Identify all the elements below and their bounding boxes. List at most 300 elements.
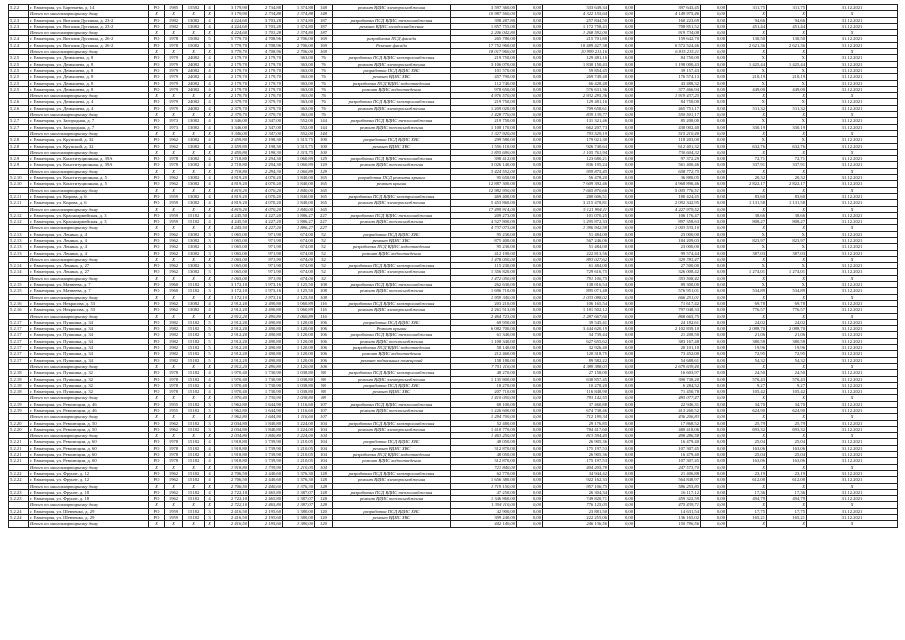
cell-ownership: РО — [149, 250, 165, 256]
cell-value-6: 0,00 — [701, 42, 727, 48]
cell-value-1: 1 346 860,00 — [451, 496, 517, 502]
cell-value-3: 638 857,45 — [543, 376, 609, 382]
cell-ownership: РО — [149, 370, 165, 376]
cell-value-2: 0,00 — [517, 23, 543, 29]
cell-date: 31.12.2021 — [807, 376, 898, 382]
cell-ownership: РО — [149, 42, 165, 48]
cell-living-area: 2 490,80 — [249, 332, 283, 338]
cell-nonres-area: 1 840,00 — [283, 175, 315, 181]
cell-residents: 106 — [315, 351, 333, 357]
cell-nonres-area: 1 374,88 — [283, 11, 315, 17]
cell-ownership: РО — [149, 269, 165, 275]
cell-total-area: 2 718,80 — [215, 162, 249, 168]
cell-value-5: 160 223,69 — [635, 17, 701, 23]
cell-nonres-area: 1 840,00 — [283, 200, 315, 206]
cell-ownership: X — [149, 187, 165, 193]
cell-value-7: X — [727, 414, 767, 420]
cell-value-5: 329 783,47 — [635, 256, 701, 262]
cell-floors: X — [205, 275, 215, 281]
cell-living-area: 3 703,28 — [249, 17, 283, 23]
cell-address: г. Евпатория, ул. Виталия Дуплина, д. 23-2 — [29, 23, 149, 29]
cell-value-7: 34,70 — [727, 401, 767, 407]
cell-value-1: 1 410 050,00 — [451, 395, 517, 401]
cell-value-6: 0,00 — [701, 269, 727, 275]
cell-value-7: 9,27 — [727, 382, 767, 388]
cell-value-1: 47 250,00 — [451, 489, 517, 495]
cell-number: 5.2.5 — [9, 55, 29, 61]
cell-value-4: 0,00 — [609, 74, 635, 80]
cell-residents: 76 — [315, 105, 333, 111]
cell-nonres-area: 1 380,00 — [283, 515, 315, 521]
cell-value-3: 61 484,00 — [543, 263, 609, 269]
cell-floors: 5 — [205, 351, 215, 357]
cell-value-1: 265 780,00 — [451, 36, 517, 42]
cell-total-area: 4 819,20 — [215, 193, 249, 199]
cell-code: X — [183, 256, 205, 262]
cell-value-4: 0,00 — [609, 269, 635, 275]
cell-value-3: 793 142,55 — [543, 395, 609, 401]
cell-value-1: 209 273,00 — [451, 212, 517, 218]
cell-residents: 120 — [315, 521, 333, 527]
cell-value-5: 1 919 437,25 — [635, 93, 701, 99]
cell-nonres-area: 1 120,00 — [283, 319, 315, 325]
cell-value-6: 0,00 — [701, 200, 727, 206]
cell-date: 31.12.2021 — [807, 357, 898, 363]
cell-value-7: 1 274,01 — [727, 269, 767, 275]
cell-ownership: РО — [149, 67, 165, 73]
cell-code: 24082 — [183, 67, 205, 73]
cell-value-1: 69 950,00 — [451, 319, 517, 325]
cell-value-6: 0,00 — [701, 149, 727, 155]
cell-ownership: РО — [149, 408, 165, 414]
cell-value-3: 791 100,75 — [543, 275, 609, 281]
cell-floors: 4 — [205, 118, 215, 124]
cell-value-1: 1 356 820,00 — [451, 269, 517, 275]
cell-address: Итого по многоквартирному дому — [29, 395, 149, 401]
cell-value-4: 0,00 — [609, 263, 635, 269]
cell-value-3: 1 830 150,43 — [543, 61, 609, 67]
cell-residents: 144 — [315, 124, 333, 130]
cell-value-3: 784 417,60 — [543, 426, 609, 432]
cell-date: 31.12.2021 — [807, 250, 898, 256]
cell-value-8: X — [767, 521, 807, 527]
cell-value-8: 2 822,17 — [767, 181, 807, 187]
cell-value-2: 0,00 — [517, 74, 543, 80]
cell-value-8: 387,03 — [767, 250, 807, 256]
cell-nonres-area: 674,00 — [283, 275, 315, 281]
cell-address: Итого по многоквартирному дому — [29, 464, 149, 470]
cell-residents: 52 — [315, 269, 333, 275]
cell-value-6: 0,00 — [701, 496, 727, 502]
cell-value-1: 1 294 700,00 — [451, 414, 517, 420]
cell-value-5: 150 796,56 — [635, 521, 701, 527]
cell-value-2: 0,00 — [517, 156, 543, 162]
cell-value-4: 0,00 — [609, 458, 635, 464]
cell-code: 15182 — [183, 370, 205, 376]
cell-total-area: 2 706,50 — [215, 470, 249, 476]
cell-total-area: 2 034,80 — [215, 433, 249, 439]
cell-floors: 4 — [205, 61, 215, 67]
cell-total-area: 1 065,00 — [215, 263, 249, 269]
cell-date: 31.12.2021 — [807, 282, 898, 288]
cell-value-6: 0,00 — [701, 118, 727, 124]
cell-floors: X — [205, 49, 215, 55]
cell-value-3: 895 071,48 — [543, 288, 609, 294]
cell-value-2: 0,00 — [517, 193, 543, 199]
cell-value-4: 0,00 — [609, 452, 635, 458]
cell-value-5: 564 848,97 — [635, 477, 701, 483]
cell-value-7: 23,19 — [727, 470, 767, 476]
cell-date: X — [807, 395, 898, 401]
cell-nonres-area: 674,00 — [283, 256, 315, 262]
cell-value-5: 106 176,47 — [635, 212, 701, 218]
cell-work-type: разработка ПСД ВДИС ХВС — [333, 382, 451, 388]
cell-value-2: 0,00 — [517, 452, 543, 458]
cell-work-type: ремонт ВДИС водоотведения — [333, 86, 451, 92]
cell-date: 31.12.2021 — [807, 332, 898, 338]
cell-value-5: 136 165,02 — [635, 515, 701, 521]
cell-value-7: X — [727, 99, 767, 105]
cell-residents: 88 — [315, 376, 333, 382]
cell-total-area: 2 706,50 — [215, 477, 249, 483]
cell-number: 5.2.6 — [9, 105, 29, 111]
cell-number: 5.2.18 — [9, 370, 29, 376]
cell-value-3: 3 215 478,81 — [543, 200, 609, 206]
cell-value-1: 1 556 110,00 — [451, 143, 517, 149]
cell-living-area: 2 734,88 — [249, 11, 283, 17]
cell-value-2: 0,00 — [517, 143, 543, 149]
cell-total-area: 2 706,50 — [215, 483, 249, 489]
cell-value-6: 0,00 — [701, 275, 727, 281]
cell-residents: 165 — [315, 193, 333, 199]
cell-value-5: 576 951,01 — [635, 288, 701, 294]
cell-code: 24082 — [183, 86, 205, 92]
cell-value-5: 24 182,61 — [635, 319, 701, 325]
cell-number: 5.2.21 — [9, 439, 29, 445]
cell-floors: 4 — [205, 193, 215, 199]
cell-ownership: РО — [149, 124, 165, 130]
cell-value-1: 219 750,00 — [451, 55, 517, 61]
cell-code: 15182 — [183, 496, 205, 502]
cell-number: 5.2.4 — [9, 42, 29, 48]
cell-value-3: 5 121 994,11 — [543, 206, 609, 212]
cell-work-type: разработка ПСД ремонта крыши — [333, 175, 451, 181]
cell-date: 31.12.2021 — [807, 200, 898, 206]
cell-value-5: 6 284,52 — [635, 382, 701, 388]
cell-value-6: 0,00 — [701, 307, 727, 313]
cell-address: г. Евпатория, ул. Революции, д. 46 — [29, 401, 149, 407]
cell-value-6: 0,00 — [701, 187, 727, 193]
cell-living-area: 2 490,80 — [249, 338, 283, 344]
cell-value-8: 24,50 — [767, 370, 807, 376]
cell-date: X — [807, 168, 898, 174]
cell-value-2: 0,00 — [517, 181, 543, 187]
cell-living-area: 1 739,90 — [249, 458, 283, 464]
cell-value-1: 1 410 770,00 — [451, 426, 517, 432]
cell-total-area: 2 416,50 — [215, 515, 249, 521]
cell-code: 15182 — [183, 282, 205, 288]
cell-ownership: X — [149, 502, 165, 508]
cell-ownership: РО — [149, 489, 165, 495]
cell-code: 13082 — [183, 156, 205, 162]
cell-value-7: 534,89 — [727, 288, 767, 294]
cell-value-1: 158 180,00 — [451, 357, 517, 363]
cell-total-area: 2 912,20 — [215, 326, 249, 332]
cell-floors: X — [205, 187, 215, 193]
cell-value-1: 207 710,00 — [451, 389, 517, 395]
cell-value-1: 18 270,00 — [451, 382, 517, 388]
cell-residents: 104 — [315, 445, 333, 451]
cell-year: 1982 — [165, 345, 183, 351]
cell-value-1: 4 527 800,00 — [451, 219, 517, 225]
cell-value-6: 0,00 — [701, 5, 727, 11]
cell-value-5: 107 307,45 — [635, 445, 701, 451]
cell-value-6: 0,00 — [701, 345, 727, 351]
cell-ownership: РО — [149, 439, 165, 445]
cell-living-area: 2 490,80 — [249, 326, 283, 332]
cell-value-5: 4 227 979,52 — [635, 206, 701, 212]
cell-living-area: 2 179,70 — [249, 93, 283, 99]
cell-value-4: 0,00 — [609, 49, 635, 55]
cell-date: X — [807, 256, 898, 262]
cell-residents: 165 — [315, 187, 333, 193]
cell-value-3: 101 070,25 — [543, 212, 609, 218]
cell-date: 31.12.2021 — [807, 263, 898, 269]
cell-value-8: X — [767, 502, 807, 508]
cell-work-type: ремонт ВДИС теплоснабжения — [333, 288, 451, 294]
cell-nonres-area: 1 886,27 — [283, 212, 315, 218]
cell-code: 15182 — [183, 219, 205, 225]
cell-value-3: 567 246,06 — [543, 237, 609, 243]
cell-value-7: 83,60 — [727, 193, 767, 199]
cell-value-8: 576,43 — [767, 376, 807, 382]
cell-total-area: 2 034,80 — [215, 420, 249, 426]
cell-value-2: 0,00 — [517, 345, 543, 351]
cell-value-7: 337,91 — [727, 162, 767, 168]
cell-ownership: РО — [149, 345, 165, 351]
cell-value-6: 0,00 — [701, 49, 727, 55]
cell-nonres-area: 1 038,80 — [283, 389, 315, 395]
cell-code: 13082 — [183, 200, 205, 206]
cell-value-6: 0,00 — [701, 357, 727, 363]
cell-work-type: разработка ПСД ВДИС теплоснабжения — [333, 118, 451, 124]
cell-residents: 107 — [315, 414, 333, 420]
cell-number: 5.2.17 — [9, 332, 29, 338]
cell-value-4: 0,00 — [609, 408, 635, 414]
cell-value-4: 0,00 — [609, 496, 635, 502]
cell-value-7: 24,02 — [727, 319, 767, 325]
cell-value-6: 0,00 — [701, 67, 727, 73]
cell-residents: 187 — [315, 17, 333, 23]
cell-value-7: 311,75 — [727, 5, 767, 11]
cell-value-2: 0,00 — [517, 105, 543, 111]
cell-floors: 4 — [205, 23, 215, 29]
cell-value-5: 22 946,31 — [635, 401, 701, 407]
cell-value-4: 0,00 — [609, 86, 635, 92]
cell-value-8: 511,32 — [767, 105, 807, 111]
cell-value-8: 534,89 — [767, 288, 807, 294]
cell-value-5: 897 358,63 — [635, 219, 701, 225]
cell-floors: 5 — [205, 345, 215, 351]
cell-number: 5.2.17 — [9, 351, 29, 357]
cell-work-type: ремонт ВДИС теплоснабжения — [333, 408, 451, 414]
cell-nonres-area: 674,00 — [283, 237, 315, 243]
cell-value-1: 1 108 170,00 — [451, 124, 517, 130]
cell-value-1: 398 412,00 — [451, 156, 517, 162]
cell-value-1: 2 464 723,00 — [451, 313, 517, 319]
cell-work-type: ремонт ВДИС водоотведения — [333, 250, 451, 256]
cell-address: г. Евпатория, ул. Ленина, д. 4 — [29, 250, 149, 256]
cell-value-5: 17 868,52 — [635, 420, 701, 426]
cell-value-4: 0,00 — [609, 231, 635, 237]
cell-total-area: 4 245,50 — [215, 219, 249, 225]
cell-ownership: РО — [149, 300, 165, 306]
cell-year: 1962 — [165, 231, 183, 237]
cell-code: 13082 — [183, 181, 205, 187]
cell-value-8: X — [767, 263, 807, 269]
cell-value-3: 959 875,45 — [543, 168, 609, 174]
cell-ownership: РО — [149, 162, 165, 168]
cell-value-2: 0,00 — [517, 376, 543, 382]
cell-value-3: 129 481,16 — [543, 55, 609, 61]
cell-total-area: 3 346,00 — [215, 130, 249, 136]
cell-year: 1978 — [165, 382, 183, 388]
cell-number: 5.2.5 — [9, 80, 29, 86]
cell-value-1: 2 261 513,00 — [451, 307, 517, 313]
cell-nonres-area: 363,00 — [283, 112, 315, 118]
cell-code: 13082 — [183, 23, 205, 29]
cell-number: 5.2.8 — [9, 143, 29, 149]
cell-number: 5.2.13 — [9, 237, 29, 243]
cell-residents: 227 — [315, 225, 333, 231]
cell-value-8: X — [767, 275, 807, 281]
cell-value-1: 3 424 552,00 — [451, 168, 517, 174]
cell-living-area: 4 070,20 — [249, 181, 283, 187]
cell-residents: 187 — [315, 30, 333, 36]
cell-value-2: 0,00 — [517, 464, 543, 470]
cell-year: 1959 — [165, 193, 183, 199]
cell-value-8: 24,02 — [767, 319, 807, 325]
cell-floors: 4 — [205, 74, 215, 80]
cell-year: 1979 — [165, 86, 183, 92]
cell-residents: 76 — [315, 74, 333, 80]
cell-value-3: 922 162,33 — [543, 477, 609, 483]
cell-year: 1979 — [165, 61, 183, 67]
cell-value-4: 0,00 — [609, 112, 635, 118]
cell-total-area: 2 912,20 — [215, 351, 249, 357]
cell-residents: 148 — [315, 5, 333, 11]
cell-ownership: РО — [149, 470, 165, 476]
cell-residents: 165 — [315, 200, 333, 206]
cell-date: 31.12.2021 — [807, 118, 898, 124]
cell-floors: X — [205, 313, 215, 319]
cell-total-area: 4 819,20 — [215, 187, 249, 193]
cell-value-7: X — [727, 502, 767, 508]
cell-value-8: X — [767, 395, 807, 401]
cell-value-2: 0,00 — [517, 112, 543, 118]
cell-value-3: 4 322 155,64 — [543, 11, 609, 17]
cell-living-area: 971,90 — [249, 244, 283, 250]
cell-ownership: X — [149, 414, 165, 420]
cell-ownership: РО — [149, 5, 165, 11]
cell-value-3: 957 106,75 — [543, 483, 609, 489]
cell-value-2: 0,00 — [517, 521, 543, 527]
cell-floors: 4 — [205, 17, 215, 23]
cell-year: 1982 — [165, 332, 183, 338]
cell-value-8: 21,06 — [767, 332, 807, 338]
cell-ownership: X — [149, 294, 165, 300]
cell-value-8: 776,57 — [767, 307, 807, 313]
cell-work-type: разработка ПСД ВДИС водоотведения — [333, 452, 451, 458]
cell-value-4: 0,00 — [609, 124, 635, 130]
cell-value-5: 71 617,42 — [635, 300, 701, 306]
cell-living-area: 1 973,16 — [249, 282, 283, 288]
cell-total-area: 1 962,80 — [215, 414, 249, 420]
cell-address: г. Евпатория, ул. Кирова, д. 6 — [29, 200, 149, 206]
cell-number: 5.2.10 — [9, 175, 29, 181]
cell-work-type: ремонт ВДИС электроснабжения — [333, 269, 451, 275]
cell-year: 1978 — [165, 445, 183, 451]
cell-address: Итого по многоквартирному дому — [29, 433, 149, 439]
cell-value-5: 326 008,42 — [635, 269, 701, 275]
cell-floors: 4 — [205, 389, 215, 395]
cell-floors: X — [205, 130, 215, 136]
cell-value-5: 868 665,75 — [635, 313, 701, 319]
cell-living-area: 2 379,70 — [249, 99, 283, 105]
cell-code: X — [183, 275, 205, 281]
cell-code: 15182 — [183, 420, 205, 426]
cell-nonres-area: 1 120,00 — [283, 351, 315, 357]
cell-value-1: 4 976 570,00 — [451, 93, 517, 99]
cell-ownership: РО — [149, 263, 165, 269]
cell-code: X — [183, 313, 205, 319]
cell-address: Итого по многоквартирному дому — [29, 225, 149, 231]
cell-ownership: РО — [149, 357, 165, 363]
cell-value-7: 54,32 — [727, 357, 767, 363]
cell-living-area: 2 440,60 — [249, 470, 283, 476]
cell-year: 1962 — [165, 269, 183, 275]
cell-work-type: разработка ПСД ВДИС водоотведения — [333, 80, 451, 86]
cell-living-area: 2 179,70 — [249, 74, 283, 80]
cell-residents: 106 — [315, 332, 333, 338]
cell-address: Итого по многоквартирному дому — [29, 256, 149, 262]
cell-address: г. Евпатория, ул. Пушкина, д. 34 — [29, 357, 149, 363]
cell-total-area: 3 346,00 — [215, 118, 249, 124]
cell-value-2: 0,00 — [517, 49, 543, 55]
cell-value-7: 72,71 — [727, 156, 767, 162]
cell-date: 31.12.2021 — [807, 17, 898, 23]
cell-value-8: 337,91 — [767, 162, 807, 168]
cell-residents: 76 — [315, 55, 333, 61]
cell-value-7: 2 822,17 — [727, 181, 767, 187]
cell-total-area: 1 065,00 — [215, 250, 249, 256]
cell-work-type: ремонт ВДИС электроснабжения — [333, 200, 451, 206]
cell-value-4: 0,00 — [609, 515, 635, 521]
cell-work-type: ремонт ВДИС ХВС — [333, 445, 451, 451]
cell-value-8: X — [767, 93, 807, 99]
cell-living-area: 2 734,88 — [249, 5, 283, 11]
cell-code: X — [183, 112, 205, 118]
cell-value-5: 708 851,52 — [635, 23, 701, 29]
cell-date: X — [807, 521, 898, 527]
cell-value-3: 709 658,61 — [543, 105, 609, 111]
cell-value-6: 0,00 — [701, 74, 727, 80]
cell-residents: 128 — [315, 489, 333, 495]
cell-code: 15182 — [183, 401, 205, 407]
cell-ownership: РО — [149, 332, 165, 338]
cell-address: г. Евпатория, ул. Демышева, д. 8 — [29, 67, 149, 73]
cell-date: 31.12.2021 — [807, 307, 898, 313]
